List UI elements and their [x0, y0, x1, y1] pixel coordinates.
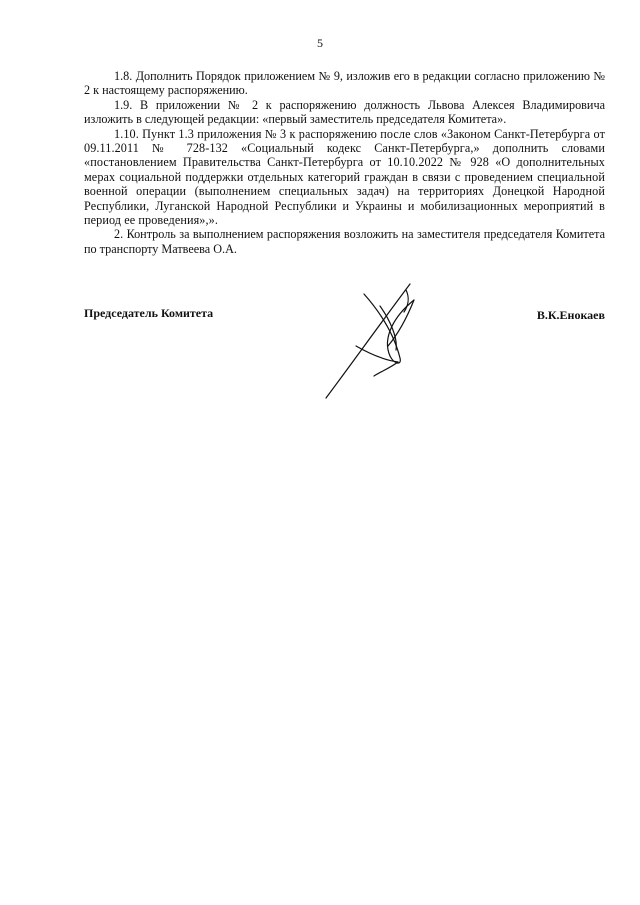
paragraph-2: 2. Контроль за выполнением распоряжения возложить на заместителя председателя Комитета по транспорту Матвеева О.А. [84, 227, 605, 256]
page-number: 5 [317, 36, 323, 50]
handwritten-signature-icon [320, 276, 432, 400]
paragraph-1-8: 1.8. Дополнить Порядок приложением № 9, изложив его в редакции согласно приложению № 2 к настоящему распоряжению. [84, 69, 605, 98]
paragraph-1-9: 1.9. В приложении № 2 к распоряжению должность Львова Алексея Владимировича изложить в следующей редакции: «первый заместитель председателя Комитета». [84, 97, 605, 127]
signer-name: В.К.Енокаев [536, 308, 605, 322]
document-body [84, 69, 605, 256]
signer-position: Председатель Комитета [84, 306, 214, 320]
paragraph-1-10: 1.10. Пункт 1.3 приложения № 3 к распоряжению после слов «Законом Санкт-Петербурга от 09.11.2011 № 728-132 «Социальный кодекс Санкт-Петербурга,» дополнить словами «постановлением Правительства Санкт-Петербурга от 10.10.2022 № 928 «О дополнительных мерах социальной поддержки отдельных категорий граждан в связи с проведением специальной военной операции (выполнением специальных задач) на территориях Донецкой Народной Республики, Луганской Народной Республики и Украины и мобилизационных мероприятий в период ее проведения»,». [84, 126, 605, 228]
